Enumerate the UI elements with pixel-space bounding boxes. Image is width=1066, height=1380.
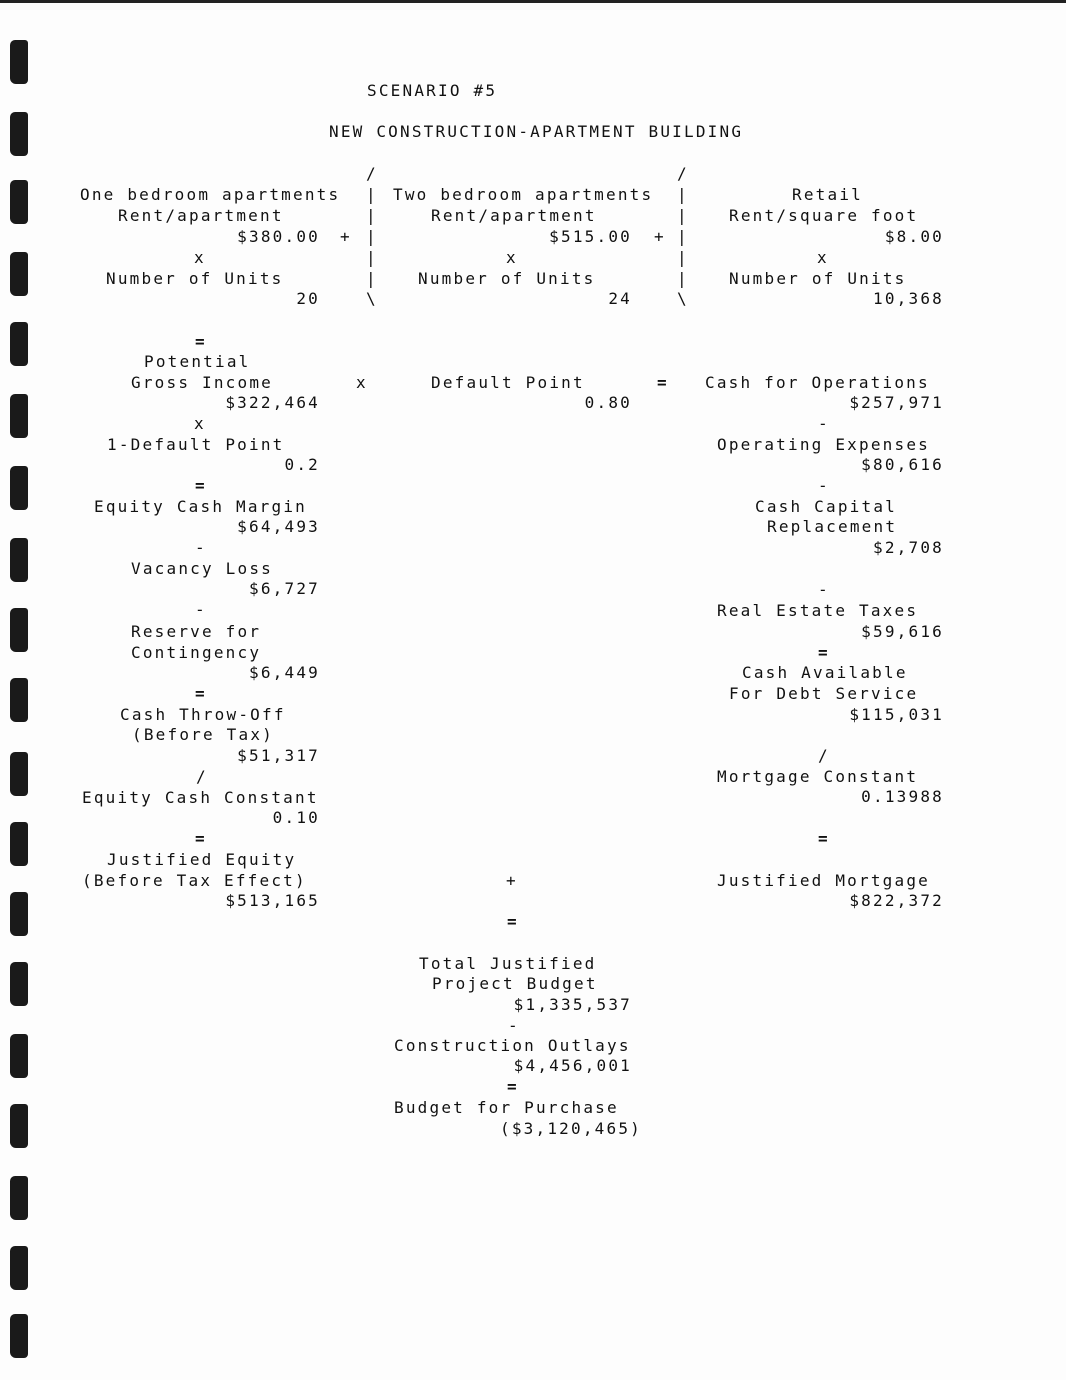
plus-operator: + [506, 871, 518, 890]
retail-units-label: Number of Units [729, 269, 907, 288]
binder-holes [10, 30, 40, 1360]
default-point-value: 0.80 [584, 393, 632, 412]
binder-hole [10, 752, 28, 796]
one-bedroom-rent-label: Rent/apartment [118, 206, 284, 225]
mortgage-constant-label: Mortgage Constant [717, 767, 919, 786]
cash-available-debt-service-value: $115,031 [849, 705, 944, 724]
divider-slash: / [677, 164, 689, 183]
cash-for-operations-label: Cash for Operations [705, 373, 930, 392]
times-operator: x [817, 248, 829, 267]
one-minus-default-value: 0.2 [284, 455, 320, 474]
binder-hole [10, 1314, 28, 1358]
total-justified-budget-label-1: Total Justified [419, 954, 597, 973]
cash-capital-replacement-value: $2,708 [873, 538, 944, 557]
one-bedroom-units-value: 20 [296, 289, 320, 308]
cash-throw-off-value: $51,317 [237, 746, 320, 765]
vacancy-loss-value: $6,727 [249, 579, 320, 598]
binder-hole [10, 180, 28, 224]
divider-bar: | [366, 248, 378, 267]
binder-hole [10, 1176, 28, 1220]
divider-slash: / [366, 164, 378, 183]
equals-operator: = [195, 829, 207, 848]
budget-for-purchase-label: Budget for Purchase [394, 1098, 619, 1117]
vacancy-loss-label: Vacancy Loss [131, 559, 273, 578]
retail-label: Retail [792, 185, 863, 204]
two-bedroom-rent-value: $515.00 [549, 227, 632, 246]
budget-for-purchase-value: ($3,120,465) [500, 1119, 642, 1138]
potential-gross-income-label-1: Potential [144, 352, 251, 371]
one-bedroom-label: One bedroom apartments [80, 185, 341, 204]
real-estate-taxes-value: $59,616 [861, 622, 944, 641]
mortgage-constant-value: 0.13988 [861, 787, 944, 806]
two-bedroom-label: Two bedroom apartments [393, 185, 654, 204]
cash-capital-replacement-label-1: Cash Capital [755, 497, 897, 516]
default-point-label: Default Point [431, 373, 585, 392]
reserve-contingency-label-2: Contingency [131, 643, 262, 662]
equals-operator: = [195, 684, 207, 703]
divider-bar: | [677, 269, 689, 288]
equity-cash-constant-label: Equity Cash Constant [82, 788, 319, 807]
retail-units-value: 10,368 [873, 289, 944, 308]
justified-equity-label-1: Justified Equity [107, 850, 297, 869]
one-bedroom-units-label: Number of Units [106, 269, 284, 288]
cash-for-operations-value: $257,971 [849, 393, 944, 412]
construction-outlays-value: $4,456,001 [513, 1056, 632, 1075]
minus-operator: - [818, 414, 830, 433]
justified-equity-label-2: (Before Tax Effect) [82, 871, 307, 890]
two-bedroom-rent-label: Rent/apartment [431, 206, 597, 225]
equals-operator: = [818, 829, 830, 848]
divide-operator: / [818, 746, 830, 765]
divider-bar: | [366, 269, 378, 288]
binder-hole [10, 112, 28, 156]
total-justified-budget-value: $1,335,537 [513, 995, 632, 1014]
times-operator: x [194, 248, 206, 267]
two-bedroom-units-label: Number of Units [418, 269, 596, 288]
equity-cash-margin-value: $64,493 [237, 517, 320, 536]
equals-operator: = [818, 643, 830, 662]
cash-capital-replacement-label-2: Replacement [767, 517, 898, 536]
divider-bar: | [677, 227, 689, 246]
times-operator: x [194, 414, 206, 433]
retail-rent-value: $8.00 [884, 227, 944, 246]
operating-expenses-label: Operating Expenses [717, 435, 930, 454]
real-estate-taxes-label: Real Estate Taxes [717, 601, 919, 620]
plus-operator: + [654, 227, 666, 246]
minus-operator: - [195, 600, 207, 619]
binder-hole [10, 962, 28, 1006]
minus-operator: - [818, 580, 830, 599]
construction-outlays-label: Construction Outlays [394, 1036, 631, 1055]
one-minus-default-label: 1-Default Point [107, 435, 285, 454]
cash-throw-off-label-1: Cash Throw-Off [120, 705, 286, 724]
divider-backslash: \ [677, 289, 689, 308]
binder-hole [10, 822, 28, 866]
divider-bar: | [366, 227, 378, 246]
equals-operator: = [195, 476, 207, 495]
equals-operator: = [507, 912, 519, 931]
divider-bar: | [366, 185, 378, 204]
binder-hole [10, 1034, 28, 1078]
cash-available-debt-service-label-1: Cash Available [742, 663, 908, 682]
cash-available-debt-service-label-2: For Debt Service [729, 684, 919, 703]
reserve-contingency-label-1: Reserve for [131, 622, 262, 641]
divider-bar: | [366, 206, 378, 225]
scenario-title: SCENARIO #5 [367, 81, 498, 100]
equals-operator: = [507, 1077, 519, 1096]
potential-gross-income-value: $322,464 [225, 393, 320, 412]
total-justified-budget-label-2: Project Budget [432, 974, 598, 993]
binder-hole [10, 252, 28, 296]
divider-bar: | [677, 185, 689, 204]
binder-hole [10, 466, 28, 510]
binder-hole [10, 538, 28, 582]
minus-operator: - [818, 476, 830, 495]
two-bedroom-units-value: 24 [608, 289, 632, 308]
equity-cash-margin-label: Equity Cash Margin [94, 497, 307, 516]
times-operator: x [356, 373, 368, 392]
minus-operator: - [508, 1016, 520, 1035]
one-bedroom-rent-value: $380.00 [237, 227, 320, 246]
potential-gross-income-label-2: Gross Income [131, 373, 273, 392]
justified-equity-value: $513,165 [225, 891, 320, 910]
divide-operator: / [196, 767, 208, 786]
binder-hole [10, 1246, 28, 1290]
reserve-contingency-value: $6,449 [249, 663, 320, 682]
scenario-subtitle: NEW CONSTRUCTION-APARTMENT BUILDING [329, 122, 744, 141]
binder-hole [10, 892, 28, 936]
binder-hole [10, 322, 28, 366]
divider-bar: | [677, 206, 689, 225]
binder-hole [10, 678, 28, 722]
cash-throw-off-label-2: (Before Tax) [132, 725, 274, 744]
plus-operator: + [340, 227, 352, 246]
page-top-edge [0, 0, 1066, 3]
justified-mortgage-value: $822,372 [849, 891, 944, 910]
retail-rent-label: Rent/square foot [729, 206, 919, 225]
divider-backslash: \ [366, 289, 378, 308]
operating-expenses-value: $80,616 [861, 455, 944, 474]
binder-hole [10, 1104, 28, 1148]
minus-operator: - [195, 538, 207, 557]
times-operator: x [506, 248, 518, 267]
binder-hole [10, 608, 28, 652]
equity-cash-constant-value: 0.10 [272, 808, 320, 827]
equals-operator: = [195, 332, 207, 351]
binder-hole [10, 40, 28, 84]
justified-mortgage-label: Justified Mortgage [717, 871, 930, 890]
binder-hole [10, 394, 28, 438]
divider-bar: | [677, 248, 689, 267]
equals-operator: = [657, 373, 669, 392]
